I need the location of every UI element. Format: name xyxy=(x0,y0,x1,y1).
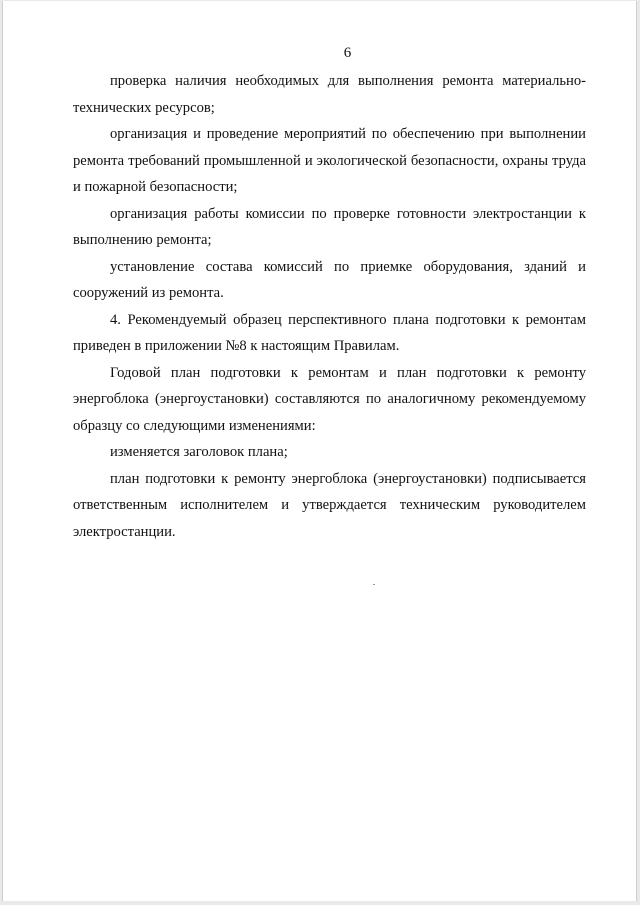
paragraph-title-change: изменяется заголовок плана; xyxy=(110,444,288,460)
paragraph-plan-approval: план подготовки к ремонту энергоблока (энергоустановки) подписывается ответственным исполнителем и утверждается техническим руководителем электростанции. xyxy=(73,470,586,540)
paragraph-safety-measures: организация и проведение мероприятий по обеспечению при выполнении ремонта требований промышленной и экологической безопасности, охраны труда и пожарной безопасности; xyxy=(73,126,586,195)
paragraph-item-4: 4. Рекомендуемый образец перспективного плана подготовки к ремонтам приведен в приложении №8 к настоящим Правилам. xyxy=(73,311,586,354)
paragraph-resource-check: проверка наличия необходимых для выполнения ремонта материально-технических ресурсов; xyxy=(73,73,586,116)
scan-speck xyxy=(373,584,375,585)
paragraph-acceptance-commission: установление состава комиссий по приемке оборудования, зданий и сооружений из ремонта. xyxy=(73,258,586,301)
document-page xyxy=(3,1,636,901)
paragraph-annual-plan: Годовой план подготовки к ремонтам и план подготовки к ремонту энергоблока (энергоустановки) составляются по аналогичному рекомендуемому образцу со следующими изменениями: xyxy=(73,364,586,434)
paragraph-readiness-commission: организация работы комиссии по проверке готовности электростанции к выполнению ремонта; xyxy=(73,205,586,248)
document-body xyxy=(73,68,586,545)
page-number: 6 xyxy=(343,45,352,61)
